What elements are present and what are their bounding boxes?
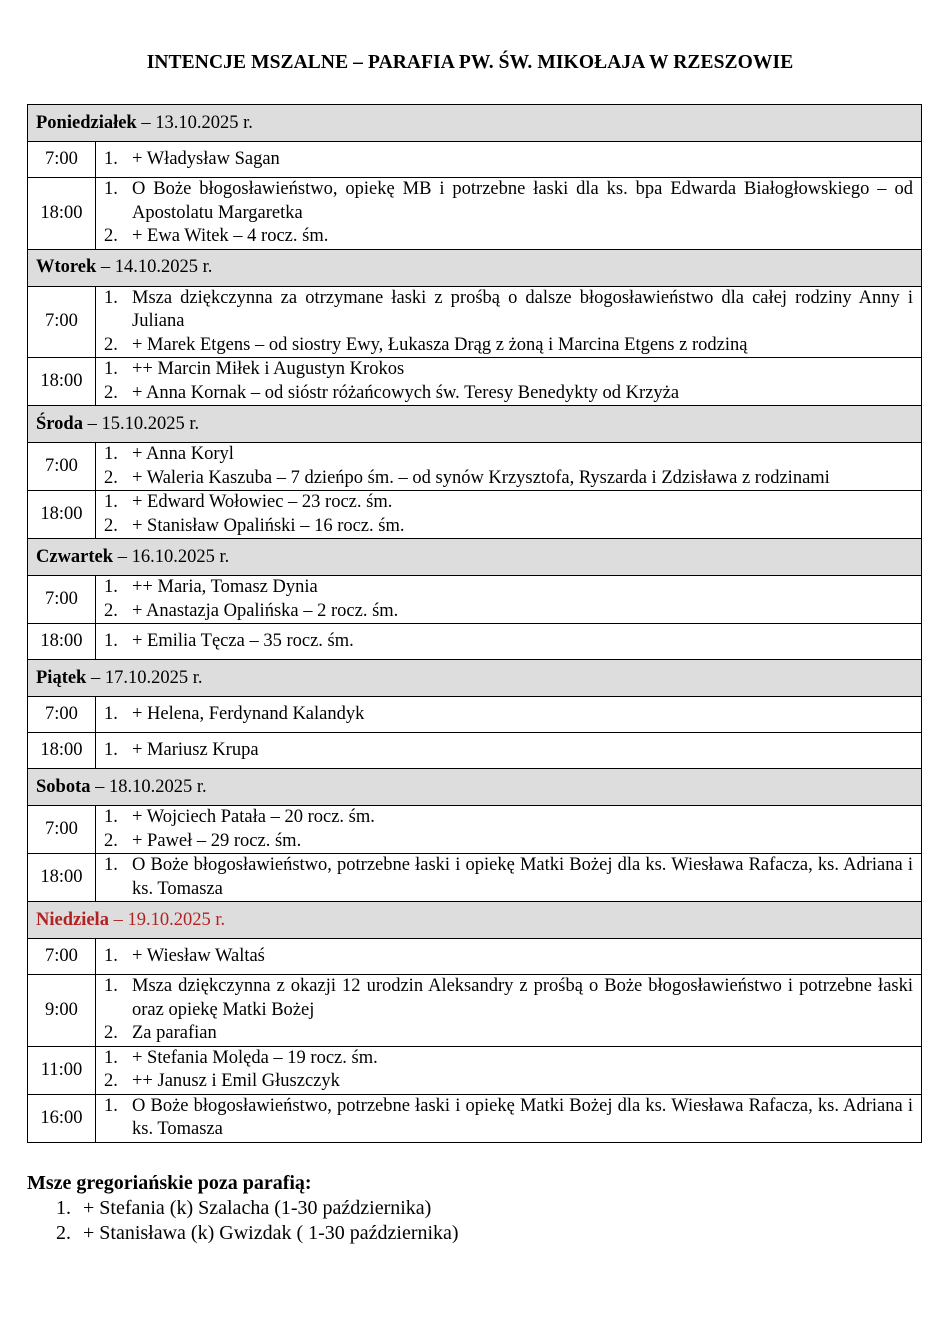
intention-item: 2. + Stanisław Opaliński – 16 rocz. śm. — [104, 515, 405, 536]
mass-row — [28, 939, 922, 975]
intention-list — [104, 703, 913, 727]
mass-time: 9:00 — [28, 975, 96, 1047]
mass-time: 7:00 — [28, 443, 96, 491]
intention-item: 1. + Wojciech Patała – 20 rocz. śm. — [104, 807, 375, 827]
intention-item: 1. O Boże błogosławieństwo, opiekę MB i potrzebne łaski dla ks. bpa Edwarda Białogłowskiego – od Apostolatu Margaretka — [104, 179, 913, 223]
intention-item: 1. + Helena, Ferdynand Kalandyk — [104, 703, 365, 724]
day-name: Niedziela — [36, 909, 109, 930]
intention-item: 1. + Emilia Tęcza – 35 rocz. śm. — [104, 630, 354, 651]
mass-intentions — [96, 624, 922, 660]
day-name: Środa — [36, 413, 83, 434]
day-header-row — [28, 539, 922, 576]
mass-intentions — [96, 1046, 922, 1094]
day-date: – 14.10.2025 r. — [96, 257, 213, 277]
intention-list — [104, 854, 913, 901]
intention-text: O Boże błogosławieństwo, potrzebne łaski i opiekę Matki Bożej dla ks. Wiesława Rafacza, ks. Adriana i ks. Tomasza — [132, 1095, 913, 1139]
gregorian-mass-item: 2. + Stanisława (k) Gwizdak ( 1-30 października) — [56, 1222, 459, 1244]
mass-row — [28, 733, 922, 769]
gregorian-masses-title: Msze gregoriańskie poza parafią: — [27, 1172, 312, 1194]
mass-row — [28, 491, 922, 539]
mass-row — [28, 806, 922, 854]
mass-row — [28, 178, 922, 250]
gregorian-mass-text: + Stanisława (k) Gwizdak ( 1-30 października) — [83, 1222, 459, 1244]
mass-row — [28, 142, 922, 178]
mass-row — [28, 443, 922, 491]
intention-list — [104, 148, 913, 172]
intention-list — [104, 975, 913, 1046]
gregorian-mass-item: 1. + Stefania (k) Szalacha (1-30 października) — [56, 1197, 432, 1219]
mass-intentions — [96, 178, 922, 250]
intention-item: 2. + Anna Kornak – od sióstr różańcowych św. Teresy Benedykty od Krzyża — [104, 382, 680, 403]
intention-text: + Wiesław Waltaś — [132, 945, 265, 966]
mass-time: 18:00 — [28, 358, 96, 406]
intention-text: Msza dziękczynna za otrzymane łaski z prośbą o dalsze błogosławieństwo dla całej rodziny Anny i Juliana — [132, 287, 913, 331]
mass-intentions — [96, 806, 922, 854]
mass-intentions — [96, 697, 922, 733]
intention-list — [104, 945, 913, 969]
mass-row — [28, 576, 922, 624]
intention-text: + Anna Kornak – od sióstr różańcowych św. Teresy Benedykty od Krzyża — [132, 382, 680, 403]
intention-item: 1. ++ Maria, Tomasz Dynia — [104, 577, 318, 597]
intention-item: 2. + Anastazja Opalińska – 2 rocz. śm. — [104, 600, 399, 621]
intention-item: 1. + Mariusz Krupa — [104, 739, 259, 760]
mass-intentions — [96, 733, 922, 769]
intention-item: 2. + Waleria Kaszuba – 7 dzieńpo śm. – od synów Krzysztofa, Ryszarda i Zdzisława z rodzinami — [104, 467, 830, 488]
mass-intentions — [96, 358, 922, 406]
intention-list — [104, 1095, 913, 1142]
mass-intentions — [96, 1094, 922, 1142]
mass-intentions — [96, 491, 922, 539]
intention-item: 1. Msza dziękczynna za otrzymane łaski z prośbą o dalsze błogosławieństwo dla całej rodziny Anny i Juliana — [104, 287, 913, 331]
mass-time: 16:00 — [28, 1094, 96, 1142]
mass-time: 7:00 — [28, 939, 96, 975]
mass-intentions — [96, 286, 922, 358]
day-name: Czwartek — [36, 546, 114, 567]
intention-text: Za parafian — [132, 1023, 217, 1043]
gregorian-masses-section — [27, 1170, 459, 1246]
day-header-row — [28, 249, 922, 286]
day-date: – 13.10.2025 r. — [136, 112, 253, 133]
intention-item: 2. + Paweł – 29 rocz. śm. — [104, 830, 302, 851]
mass-time: 18:00 — [28, 178, 96, 250]
day-header — [28, 539, 922, 576]
intention-list — [104, 1047, 913, 1094]
intention-text: + Władysław Sagan — [132, 148, 280, 169]
mass-time: 7:00 — [28, 142, 96, 178]
day-header-row — [28, 105, 922, 142]
day-name: Poniedziałek — [36, 112, 137, 133]
intention-list — [104, 287, 913, 358]
mass-time: 7:00 — [28, 806, 96, 854]
intention-list — [104, 630, 913, 654]
mass-time: 18:00 — [28, 624, 96, 660]
intention-text: O Boże błogosławieństwo, potrzebne łaski i opiekę Matki Bożej dla ks. Wiesława Rafacza, ks. Adriana i ks. Tomasza — [132, 855, 913, 899]
mass-time: 18:00 — [28, 491, 96, 539]
mass-intentions — [96, 576, 922, 624]
intention-list — [104, 491, 913, 538]
intention-list — [104, 806, 913, 853]
mass-row — [28, 975, 922, 1047]
mass-row — [28, 624, 922, 660]
intention-text: ++ Janusz i Emil Głuszczyk — [132, 1071, 340, 1091]
intention-text: + Anna Koryl — [132, 444, 234, 464]
intention-item: 1. O Boże błogosławieństwo, potrzebne łaski i opiekę Matki Bożej dla ks. Wiesława Rafacza, ks. Adriana i ks. Tomasza — [104, 855, 913, 899]
intention-text: + Paweł – 29 rocz. śm. — [132, 830, 302, 851]
intention-text: O Boże błogosławieństwo, opiekę MB i potrzebne łaski dla ks. bpa Edwarda Białogłowskiego – od Apostolatu Margaretka — [132, 179, 913, 223]
day-header — [28, 660, 922, 697]
mass-intentions — [96, 854, 922, 902]
intention-item: 1. + Władysław Sagan — [104, 148, 280, 169]
intention-text: + Mariusz Krupa — [132, 739, 259, 760]
day-name: Sobota — [36, 776, 91, 797]
mass-row — [28, 1094, 922, 1142]
intention-item: 1. Msza dziękczynna z okazji 12 urodzin Aleksandry z prośbą o Boże błogosławieństwo i potrzebne łaski oraz opiekę Matki Bożej — [104, 976, 913, 1020]
day-header-row — [28, 660, 922, 697]
intention-text: + Wojciech Patała – 20 rocz. śm. — [132, 807, 375, 827]
mass-time: 7:00 — [28, 576, 96, 624]
intention-list — [104, 739, 913, 763]
mass-time: 11:00 — [28, 1046, 96, 1094]
day-header-row — [28, 406, 922, 443]
day-name: Piątek — [36, 667, 87, 688]
intention-item: 2. + Marek Etgens – od siostry Ewy, Łukasza Drąg z żoną i Marcina Etgens z rodziną — [104, 334, 748, 355]
day-date: – 15.10.2025 r. — [82, 413, 200, 434]
mass-time: 18:00 — [28, 733, 96, 769]
intention-list — [104, 576, 913, 623]
intention-item: 2. + Ewa Witek – 4 rocz. śm. — [104, 226, 329, 246]
intention-item: 2. Za parafian — [104, 1023, 217, 1043]
day-date: – 18.10.2025 r. — [90, 776, 207, 797]
gregorian-mass-text: + Stefania (k) Szalacha (1-30 października) — [83, 1197, 432, 1219]
gregorian-masses-list — [27, 1196, 459, 1246]
day-header — [28, 902, 922, 939]
intention-text: + Ewa Witek – 4 rocz. śm. — [132, 226, 329, 246]
intention-list — [104, 443, 913, 490]
mass-intentions — [96, 939, 922, 975]
intention-list — [104, 178, 913, 249]
intention-text: + Anastazja Opalińska – 2 rocz. śm. — [132, 600, 399, 621]
day-date: – 17.10.2025 r. — [86, 667, 203, 688]
mass-intentions-table — [27, 104, 922, 1143]
intention-text: + Waleria Kaszuba – 7 dzieńpo śm. – od synów Krzysztofa, Ryszarda i Zdzisława z rodzinami — [132, 467, 830, 488]
intention-text: + Stanisław Opaliński – 16 rocz. śm. — [132, 515, 405, 536]
mass-time: 18:00 — [28, 854, 96, 902]
day-header-row — [28, 902, 922, 939]
day-header — [28, 249, 922, 286]
intention-item: 1. O Boże błogosławieństwo, potrzebne łaski i opiekę Matki Bożej dla ks. Wiesława Rafacza, ks. Adriana i ks. Tomasza — [104, 1095, 913, 1139]
intention-text: + Edward Wołowiec – 23 rocz. śm. — [132, 492, 393, 512]
mass-time: 7:00 — [28, 286, 96, 358]
mass-row — [28, 697, 922, 733]
intention-text: + Stefania Molęda – 19 rocz. śm. — [132, 1047, 378, 1068]
intention-text: + Emilia Tęcza – 35 rocz. śm. — [132, 630, 354, 651]
day-name: Wtorek — [36, 257, 97, 277]
intention-text: + Helena, Ferdynand Kalandyk — [132, 703, 365, 724]
intention-item: 1. + Edward Wołowiec – 23 rocz. śm. — [104, 492, 393, 512]
mass-intentions — [96, 142, 922, 178]
day-header — [28, 769, 922, 806]
intention-text: ++ Marcin Miłek i Augustyn Krokos — [132, 359, 405, 379]
intention-text: + Marek Etgens – od siostry Ewy, Łukasza Drąg z żoną i Marcina Etgens z rodziną — [132, 334, 748, 355]
page-title: INTENCJE MSZALNE – PARAFIA PW. ŚW. MIKOŁAJA W RZESZOWIE — [146, 52, 794, 73]
intention-item: 1. + Wiesław Waltaś — [104, 945, 265, 966]
mass-row — [28, 1046, 922, 1094]
day-date: – 19.10.2025 r. — [108, 909, 226, 930]
day-date: – 16.10.2025 r. — [113, 546, 230, 567]
mass-time: 7:00 — [28, 697, 96, 733]
intention-item: 2. ++ Janusz i Emil Głuszczyk — [104, 1071, 340, 1091]
mass-row — [28, 358, 922, 406]
mass-intentions — [96, 975, 922, 1047]
mass-row — [28, 854, 922, 902]
mass-intentions — [96, 443, 922, 491]
intention-item: 1. + Stefania Molęda – 19 rocz. śm. — [104, 1047, 378, 1068]
intention-text: Msza dziękczynna z okazji 12 urodzin Aleksandry z prośbą o Boże błogosławieństwo i potrzebne łaski oraz opiekę Matki Bożej — [132, 976, 913, 1020]
mass-row — [28, 286, 922, 358]
intention-item: 1. ++ Marcin Miłek i Augustyn Krokos — [104, 359, 405, 379]
day-header — [28, 105, 922, 142]
day-header-row — [28, 769, 922, 806]
intention-list — [104, 358, 913, 405]
intention-text: ++ Maria, Tomasz Dynia — [132, 577, 318, 597]
day-header — [28, 406, 922, 443]
intention-item: 1. + Anna Koryl — [104, 444, 234, 464]
